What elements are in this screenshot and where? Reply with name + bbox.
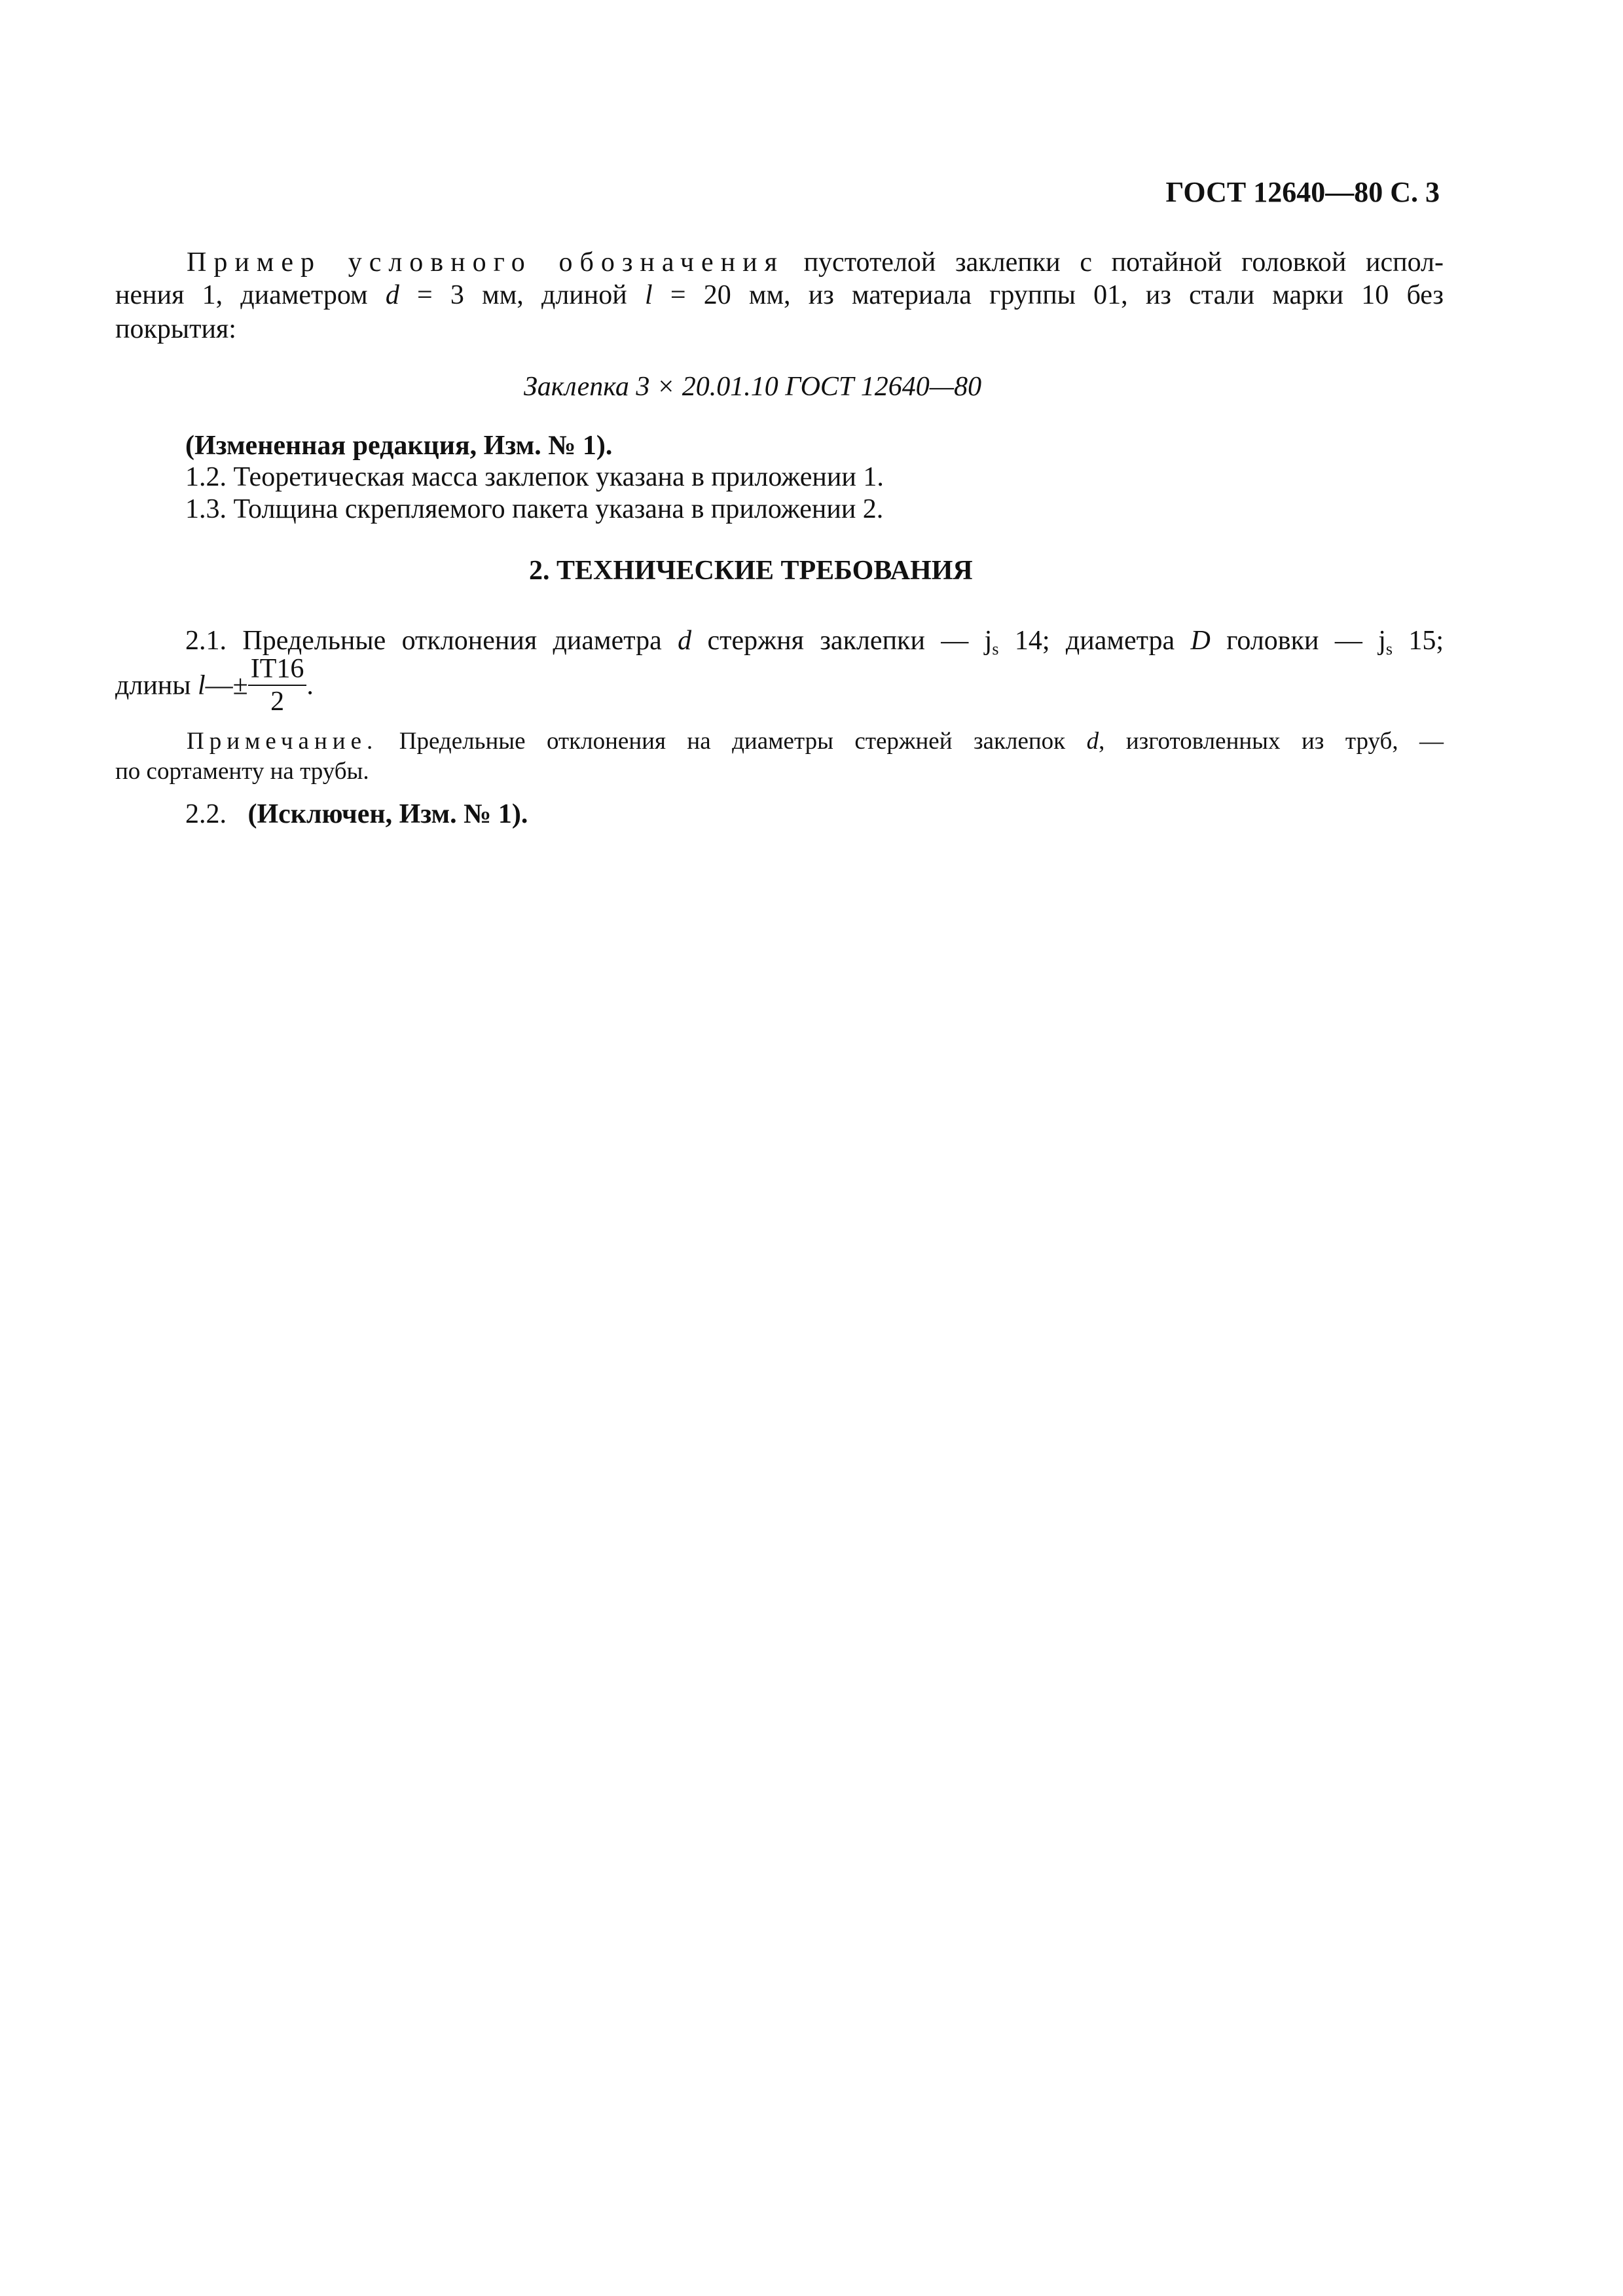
example-line-1	[187, 249, 1444, 276]
item-2-1-line-1	[185, 627, 1444, 658]
example-spaced-label: Пример условного обозначения	[187, 247, 784, 278]
item-text: стержня заклепки — $j_s$	[707, 626, 999, 658]
item-1-2: 1.2. Теоретическая масса заклепок указана в приложении 1.	[185, 462, 884, 492]
example-line-1-rest: пустотелой заклепки с потайной головкой испол-	[803, 247, 1444, 278]
example-text: нения 1, диаметром	[115, 280, 368, 310]
page-header: ГОСТ 12640—80 С. 3	[1165, 176, 1440, 208]
variable-d: d	[385, 280, 399, 310]
item-number: 2.2.	[185, 799, 227, 829]
designation-example: Заклепка 3 × 20.01.10 ГОСТ 12640—80	[524, 372, 982, 402]
variable-D: D	[1190, 626, 1211, 656]
variable-l: l	[644, 280, 653, 310]
fraction-it16-over-2	[248, 655, 307, 715]
fraction-denominator: 2	[270, 687, 285, 717]
item-text: 15;	[1408, 626, 1444, 656]
note-label: Примечание.	[187, 728, 378, 755]
example-text: = 20 мм, из материала группы 01, из стали марки 10 без	[670, 280, 1444, 310]
item-1-3: 1.3. Толщина скрепляемого пакета указана в приложении 2.	[185, 494, 884, 524]
item-2-2-text: (Исключен, Изм. № 1).	[247, 799, 528, 829]
fraction-numerator: IT16	[248, 655, 307, 686]
note-text: d, изготовленных из труб, —	[1086, 728, 1444, 755]
section-2-title: 2. ТЕХНИЧЕСКИЕ ТРЕБОВАНИЯ	[529, 556, 973, 586]
note-line-1	[187, 729, 1444, 753]
note-text: Предельные отклонения на диаметры стержней заклепок	[399, 728, 1066, 755]
item-text: головки — $j_s$	[1226, 626, 1393, 658]
item-2-1-line-2	[115, 654, 314, 718]
item-text: длины	[115, 670, 191, 701]
item-text: 2.1. Предельные отклонения диаметра	[185, 626, 662, 656]
example-line-3: покрытия:	[115, 314, 236, 344]
item-text: 14; диаметра	[1014, 626, 1175, 656]
item-text: .	[306, 670, 314, 701]
example-line-2	[115, 281, 1444, 309]
variable-l: l	[198, 670, 206, 701]
item-2-2	[185, 800, 528, 828]
variable-d: d	[678, 626, 692, 656]
example-text: = 3 мм, длиной	[417, 280, 627, 310]
note-line-2: по сортаменту на трубы.	[115, 758, 369, 785]
tolerance-sign: —±	[205, 670, 248, 701]
amendment-note: (Измененная редакция, Изм. № 1).	[185, 431, 613, 461]
